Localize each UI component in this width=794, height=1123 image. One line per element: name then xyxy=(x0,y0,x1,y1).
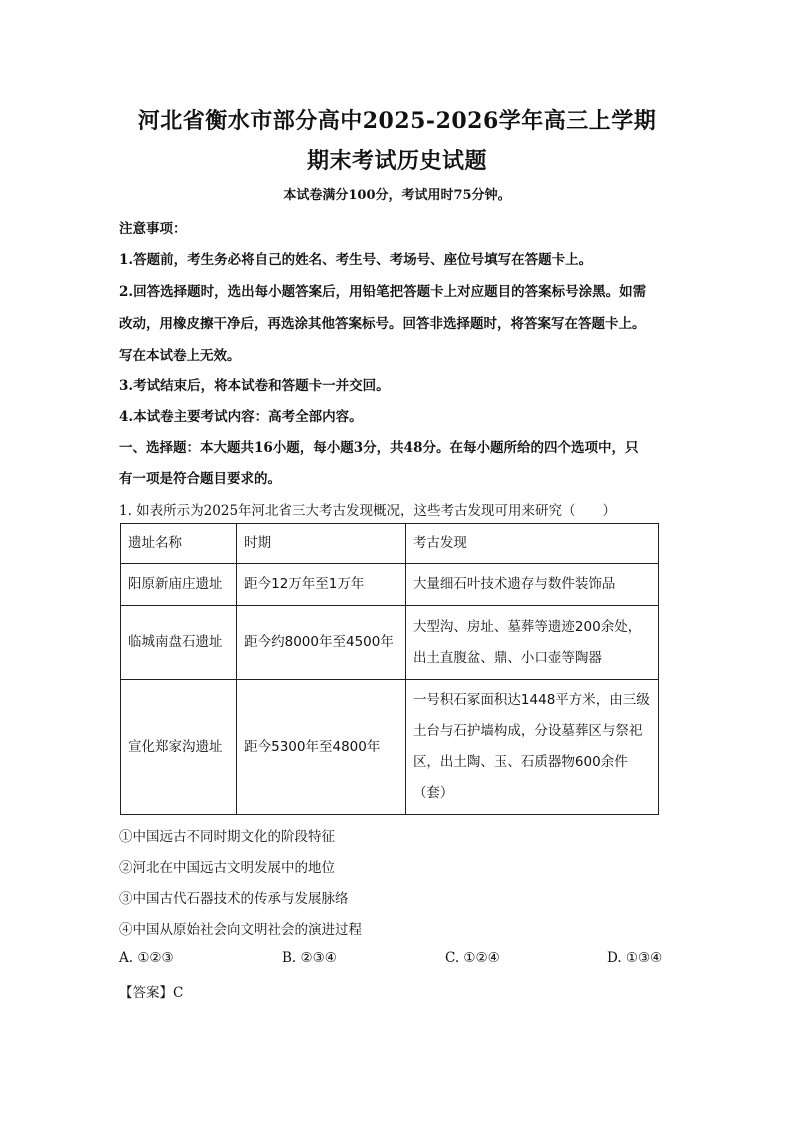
exam-title-line1: 河北省衡水市部分高中2025-2026学年高三上学期 xyxy=(137,108,657,134)
table-cell: 阳原新庙庄遗址 xyxy=(121,564,237,606)
notes-item-2-end: 写在本试卷上无效。 xyxy=(119,348,241,364)
table-cell: 大型沟、房址、墓葬等遗迹200余处，出土直腹盆、鼎、小口壶等陶器 xyxy=(405,606,658,680)
statement-3: ③中国古代石器技术的传承与发展脉络 xyxy=(119,891,349,907)
table-row xyxy=(121,564,659,606)
notes-item-2-cont: 改动，用橡皮擦干净后，再选涂其他答案标号。回答非选择题时，将答案写在答题卡上。 xyxy=(119,316,646,332)
table-header-cell: 考古发现 xyxy=(405,524,658,564)
table-header-row xyxy=(121,524,659,564)
section-heading-line1: 一、选择题：本大题共16小题，每小题3分，共48分。在每小题所给的四个选项中，只 xyxy=(119,440,639,456)
table-row xyxy=(121,606,659,680)
statement-4: ④中国从原始社会向文明社会的演进过程 xyxy=(119,922,362,938)
statement-2: ②河北在中国远古文明发展中的地位 xyxy=(119,860,335,876)
statement-1: ①中国远古不同时期文化的阶段特征 xyxy=(119,829,335,845)
table-cell: 大量细石叶技术遗存与数件装饰品 xyxy=(405,564,658,606)
choice-a[interactable]: A. ①②③ xyxy=(119,950,174,966)
section-heading-line2: 有一项是符合题目要求的。 xyxy=(119,471,281,487)
archaeology-table xyxy=(120,523,659,815)
table-cell: 距今5300年至4800年 xyxy=(237,680,406,815)
table-row xyxy=(121,680,659,815)
notes-item-2: 2.回答选择题时，选出每小题答案后，用铅笔把答题卡上对应题目的答案标号涂黑。如需 xyxy=(119,284,647,300)
notes-heading: 注意事项： xyxy=(119,221,187,237)
answer-line: 【答案】C xyxy=(119,985,184,1001)
question-1-stem: 1. 如表所示为2025年河北省三大考古发现概况，这些考古发现可用来研究（ ） xyxy=(119,503,617,519)
table-cell: 宣化郑家沟遗址 xyxy=(121,680,237,815)
table-header-cell: 遗址名称 xyxy=(121,524,237,564)
notes-item-4: 4.本试卷主要考试内容：高考全部内容。 xyxy=(119,409,363,425)
choice-b[interactable]: B. ②③④ xyxy=(282,950,337,966)
choice-c[interactable]: C. ①②④ xyxy=(445,950,500,966)
choice-d[interactable]: D. ①③④ xyxy=(607,950,663,966)
table-cell: 距今约8000年至4500年 xyxy=(237,606,406,680)
notes-item-1: 1.答题前，考生务必将自己的姓名、考生号、考场号、座位号填写在答题卡上。 xyxy=(119,252,593,268)
table-cell: 临城南盘石遗址 xyxy=(121,606,237,680)
exam-subtitle: 本试卷满分100分，考试用时75分钟。 xyxy=(283,188,511,203)
table-cell: 一号积石冢面积达1448平方米，由三级土台与石护墙构成，分设墓葬区与祭祀区，出土陶、玉、石质器物600余件（套） xyxy=(405,680,658,815)
exam-title-line2: 期末考试历史试题 xyxy=(306,148,487,174)
table-header-cell: 时期 xyxy=(237,524,406,564)
notes-item-3: 3.考试结束后，将本试卷和答题卡一并交回。 xyxy=(119,378,390,394)
table-cell: 距今12万年至1万年 xyxy=(237,564,406,606)
